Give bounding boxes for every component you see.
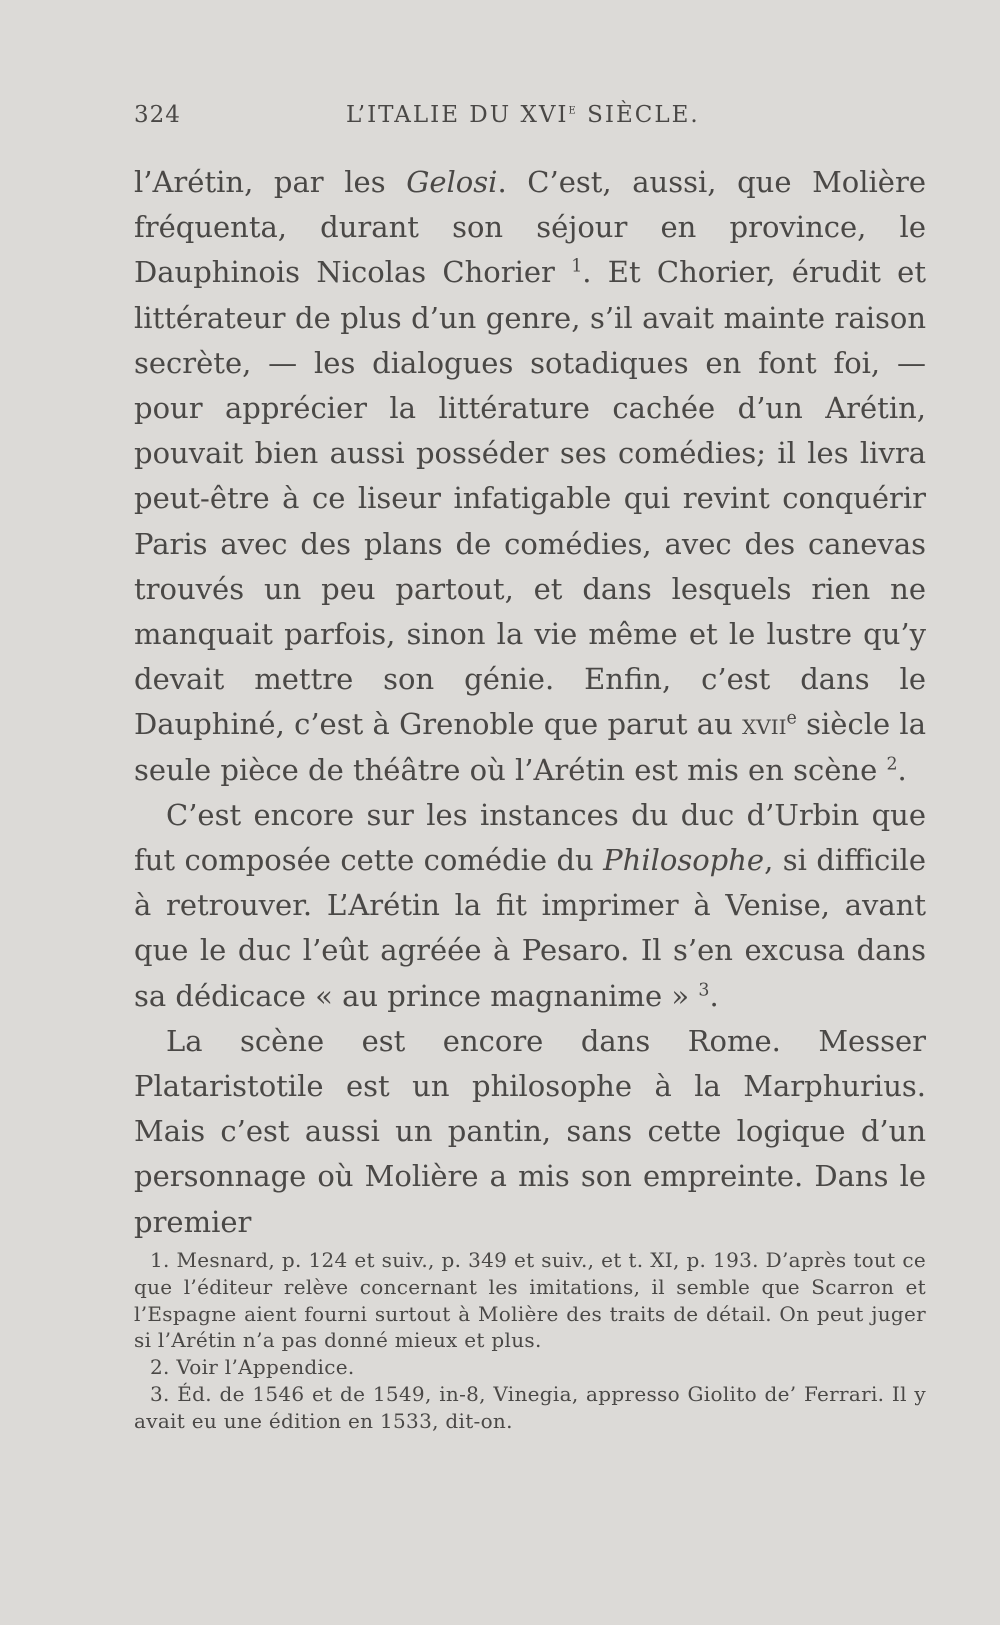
page-number: 324 <box>134 102 181 128</box>
text-run: . Et Chorier, érudit et littérateur de plus d’un genre, s’il avait mainte raison secrète, — les dialogues sotadiques en font foi, — pour apprécier la littérature cachée d’un Arétin, pouvait bien aussi posséder ses comédies; il les livra peut-être à ce liseur infatigable qui revint conquérir Paris avec des plans de comédies, avec des canevas trouvés un peu partout, et dans lesquels rien ne manquait parfois, sinon la vie même et le lustre qu’y devait mettre son génie. Enfin, c’est dans le Dauphiné, c’est à Grenoble que parut au <box>134 255 926 742</box>
text-run: . <box>709 978 719 1013</box>
text-run: . C’est, aussi, que Molière fréquenta, durant son séjour en province, le Dauphinois Nicolas Chorier <box>134 165 926 290</box>
footnotes <box>134 1247 926 1435</box>
footnote-ref-3: 3 <box>698 980 710 1000</box>
paragraph-1 <box>134 160 926 793</box>
running-title-superscript: e <box>568 101 578 118</box>
italic-run: Philosophe <box>603 843 765 878</box>
footnote-ref-1: 1 <box>571 256 583 277</box>
running-title <box>346 102 700 128</box>
footnote-3: 3. Éd. de 1546 et de 1549, in-8, Vinegia, appresso Giolito de’ Ferrari. Il y avait eu une édition en 1533, dit-on. <box>134 1381 926 1433</box>
text-run: La scène est encore dans Rome. Messer Plataristotile est un philosophe à la Marphurius. Mais c’est aussi un pantin, sans cette logique d’un personnage où Molière a mis son empreinte. Dans le premier <box>134 1023 926 1239</box>
italic-run: Gelosi <box>406 165 498 199</box>
running-title-text: L’ITALIE DU XVI <box>346 102 569 128</box>
footnote-1: 1. Mesnard, p. 124 et suiv., p. 349 et suiv., et t. XI, p. 193. D’après tout ce que l’éditeur relève concernant les imitations, il semble que Scarron et l’Espagne aient fourni surtout à Molière des traits de détail. On peut juger si l’Arétin n’a pas donné mieux et plus. <box>134 1248 926 1353</box>
text-run: , si difficile à retrouver. L’Arétin la fit imprimer à Venise, avant que le duc l’eût agréée à Pesaro. Il s’en excusa dans sa dédicace « au prince magnanime » <box>134 843 926 1013</box>
paragraph-3 <box>134 1019 926 1245</box>
paragraph-2 <box>134 793 926 1019</box>
text-run: . <box>897 752 907 787</box>
page-header <box>134 96 924 136</box>
body-text <box>134 160 926 1245</box>
superscript-run: e <box>786 708 797 729</box>
running-title-end: SIÈCLE. <box>577 102 700 128</box>
text-run: l’Arétin, par les <box>134 165 407 199</box>
text-run: C’est encore sur les instances du duc d’Urbin que fut composée cette comédie du <box>134 797 926 878</box>
text-run: siècle la seule pièce de théâtre où l’Arétin est mis en scène <box>134 707 926 787</box>
footnote-ref-2: 2 <box>886 753 898 774</box>
small-caps-run: xvii <box>742 707 787 742</box>
footnote-2: 2. Voir l’Appendice. <box>150 1355 355 1380</box>
